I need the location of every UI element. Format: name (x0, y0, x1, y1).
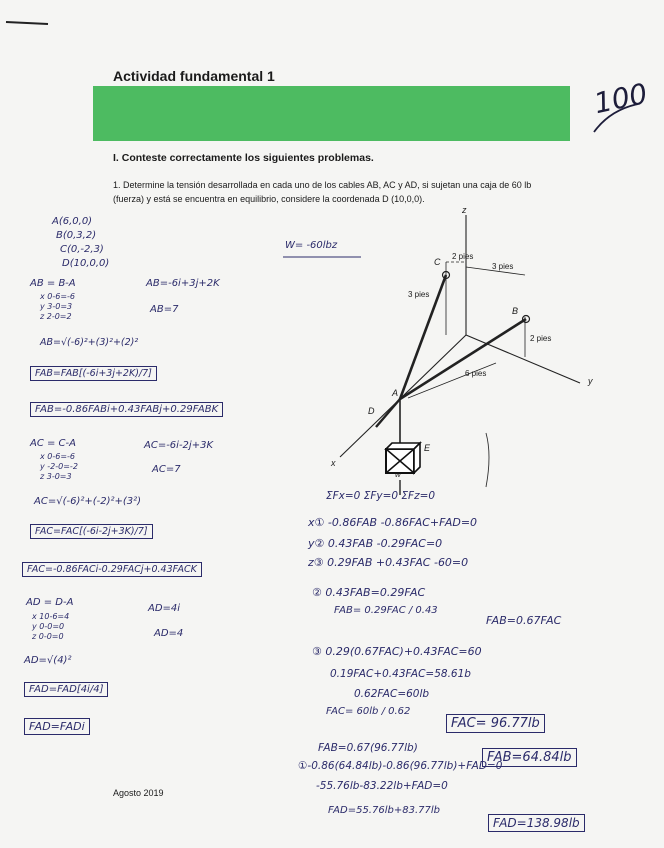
fac-components-box: FAC=-0.86FACi-0.29FACj+0.43FACK (22, 562, 202, 577)
step-11: FAD=55.76lb+83.77lb (328, 805, 440, 816)
cable-ad (376, 399, 400, 427)
step-3: FAB=0.67FAC (486, 614, 562, 627)
problem-statement: 1. Determine la tensión desarrollada en cada uno de los cables AB, AC y AD, si sujetan una caja de 60 lb (fuerza) y está se encuentra en equilibrio, considere la coordenada D (10,0,0). (113, 180, 532, 204)
crate (386, 443, 420, 473)
fad-expression: FAD=FAD[4i/4] (24, 682, 108, 697)
dim-3-pies-top: 3 pies (492, 262, 514, 271)
dim-6-pies: 6 pies (465, 369, 487, 378)
label-e: E (424, 443, 431, 453)
fab-result-box: FAB=64.84lb (482, 748, 577, 767)
footer-date: Agosto 2019 (113, 788, 164, 798)
ad-magnitude: AD=4 (154, 628, 184, 639)
label-w: w (395, 470, 401, 479)
coord-c: C(0,-2,3) (60, 244, 104, 255)
ac-magnitude: AC=7 (152, 464, 181, 475)
ac-subtract: AC = C-A (30, 438, 76, 449)
ac-root: AC=√(-6)²+(-2)²+(3²) (34, 496, 142, 507)
statics-diagram (320, 205, 620, 495)
ac-x: x 0-6=-6 (40, 452, 76, 461)
ab-y: y 3-0=3 (40, 302, 73, 311)
grade-underline (590, 100, 660, 140)
ad-root: AD=√(4)² (24, 655, 72, 666)
ac-vector: AC=-6i-2j+3K (144, 440, 213, 451)
label-c: C (434, 257, 441, 267)
step-4: ③ 0.29(0.67FAC)+0.43FAC=60 (312, 645, 482, 658)
fac-result-box: FAC= 96.77lb (446, 714, 545, 733)
ab-z: z 2-0=2 (40, 312, 72, 321)
ad-x: x 10-6=4 (32, 612, 70, 621)
step-10: -55.76lb-83.22lb+FAD=0 (316, 780, 448, 792)
ac-y: y -2-0=-2 (40, 462, 78, 471)
fab-components-box: FAB=-0.86FABi+0.43FABj+0.29FABK (30, 402, 223, 417)
ab-subtract: AB = B-A (30, 278, 76, 289)
dim-2-pies-top: 2 pies (452, 252, 474, 261)
step-9: ①-0.86(64.84lb)-0.86(96.77lb)+FAD=0 (298, 760, 503, 772)
label-d: D (368, 406, 375, 416)
dim-3-pies-left: 3 pies (408, 290, 430, 299)
equation-z: z③ 0.29FAB +0.43FAC -60=0 (308, 556, 469, 569)
label-x: x (331, 458, 336, 468)
name-redaction-bar (93, 86, 570, 141)
label-a: A (392, 388, 399, 398)
ad-vector: AD=4i (148, 603, 181, 614)
ab-vector: AB=-6i+3j+2K (146, 278, 220, 289)
page-title: Actividad fundamental 1 (113, 68, 275, 84)
fad-result-box: FAD=138.98lb (488, 814, 585, 832)
equation-x: x① -0.86FAB -0.86FAC+FAD=0 (308, 516, 478, 529)
coord-a: A(6,0,0) (52, 216, 93, 227)
cable-ab (400, 319, 526, 399)
coord-d: D(10,0,0) (62, 258, 110, 269)
ab-x: x 0-6=-6 (40, 292, 76, 301)
step-8: FAB=0.67(96.77lb) (318, 742, 418, 754)
step-1: ② 0.43FAB=0.29FAC (312, 586, 426, 599)
fab-expression: FAB=FAB[(-6i+3j+2K)/7] (30, 366, 157, 381)
equilibrium-sums: ΣFx=0 ΣFy=0 ΣFz=0 (326, 490, 436, 502)
step-2: FAB= 0.29FAC / 0.43 (334, 605, 438, 616)
section-heading: I. Conteste correctamente los siguientes problemas. (113, 152, 374, 164)
label-b: B (512, 306, 519, 316)
label-y: y (588, 376, 593, 386)
weight-underline (283, 255, 363, 259)
label-z: z (462, 205, 467, 215)
ad-y: y 0-0=0 (32, 622, 65, 631)
step-6: 0.62FAC=60lb (354, 688, 430, 700)
fad-components-box: FAD=FADi (24, 718, 90, 735)
dim-2-pies-right: 2 pies (530, 334, 552, 343)
ad-subtract: AD = D-A (26, 597, 74, 608)
fac-expression: FAC=FAC[(-6i-2j+3K)/7] (30, 524, 153, 539)
weight-vector: W= -60lbz (285, 240, 338, 251)
ab-magnitude: AB=7 (150, 304, 179, 315)
ab-root: AB=√(-6)²+(3)²+(2)² (40, 337, 139, 348)
grade-mark: 100 (591, 76, 651, 121)
ac-z: z 3-0=3 (40, 472, 72, 481)
coord-b: B(0,3,2) (56, 230, 97, 241)
step-5: 0.19FAC+0.43FAC=58.61b (330, 668, 471, 680)
equation-y: y② 0.43FAB -0.29FAC=0 (308, 537, 443, 550)
ad-z: z 0-0=0 (32, 632, 64, 641)
step-7: FAC= 60lb / 0.62 (326, 706, 411, 717)
